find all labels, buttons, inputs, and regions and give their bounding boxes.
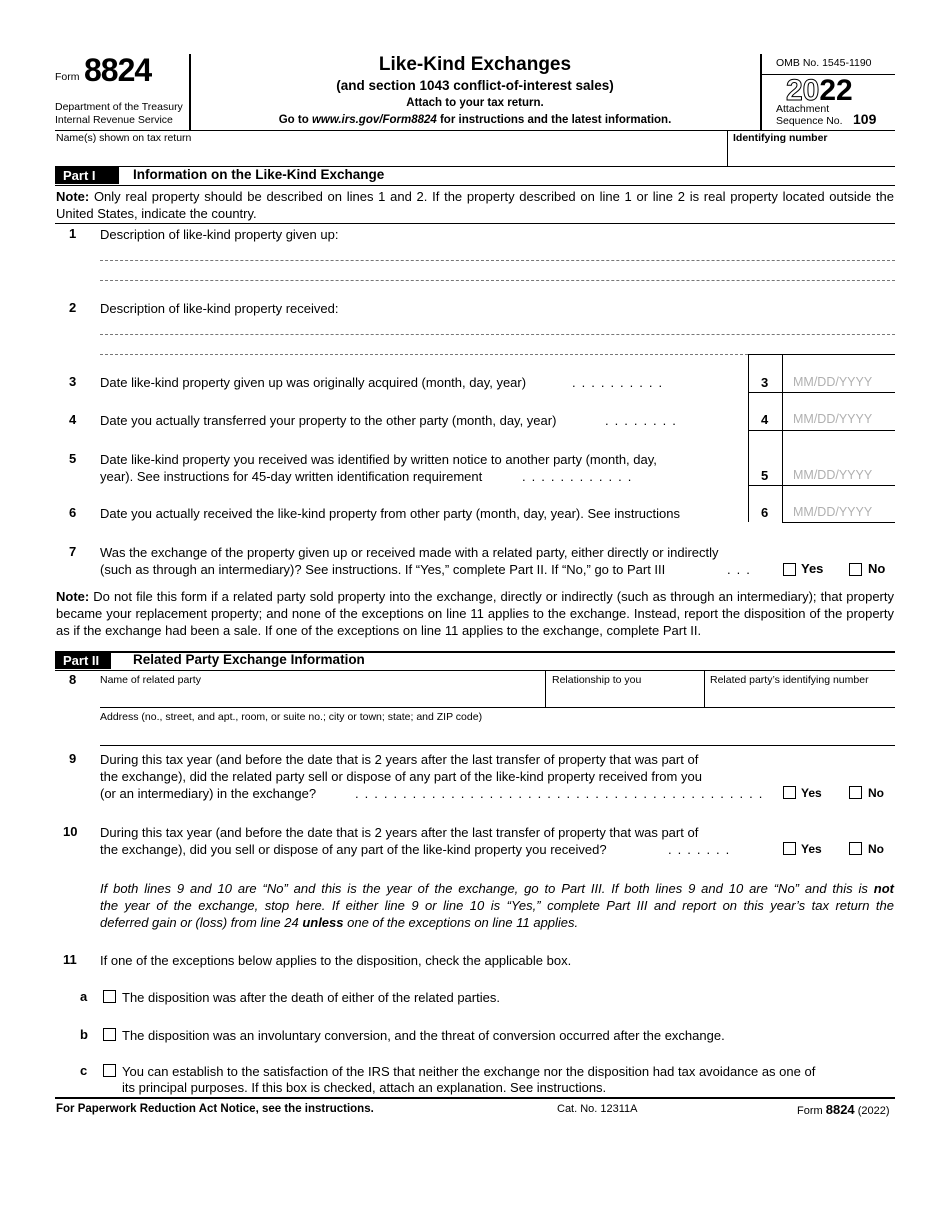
line-4-label: Date you actually transferred your property to the other party (month, day, year) — [100, 413, 557, 428]
lines-9-10-instructions: If both lines 9 and 10 are “No” and this is the year of the exchange, go to Part III. If both lines 9 and 10 are “No” and this is not the year of the exchange, stop here. If either line 9 or line 10 is “Yes,” complete Part III and report on this year’s tax return the deferred gain or (loss) from line 24 unless one of the exceptions on line 11 applies. — [100, 881, 894, 930]
line-11c-label-1: You can establish to the satisfaction of the IRS that neither the exchange nor the disposition had tax avoidance as one of — [122, 1064, 816, 1079]
line-7-no-checkbox[interactable] — [849, 563, 862, 576]
relationship-label: Relationship to you — [552, 674, 642, 686]
footer-form-id: Form 8824 (2022) — [797, 1102, 890, 1117]
line-5-label-1: Date like-kind property you received was identified by written notice to another party (month, day, — [100, 452, 657, 467]
part-1-label: Part I — [55, 167, 119, 184]
line-11c-checkbox[interactable] — [103, 1064, 116, 1077]
part-1-note-2: Note: Do not file this form if a related party sold property into the exchange, directly or indirectly (such as through an intermediary); that property became your replacement property; and none of the exceptions on line 11 applies to the exchange. Instead, report the disposition of the property as if the exchange had been a sale. If one of the exceptions on line 11 applies to the exchange, complete Part II. — [56, 589, 894, 638]
department: Department of the Treasury — [55, 101, 183, 113]
sequence-label: Sequence No. — [776, 115, 843, 127]
irs-url-link[interactable]: www.irs.gov/Form8824 — [311, 114, 437, 126]
line-9-label-3: (or an intermediary) in the exchange? — [100, 786, 317, 801]
line-5-date-input[interactable]: MM/DD/YYYY — [793, 468, 873, 482]
line-5-number: 5 — [69, 451, 77, 466]
attachment-label: Attachment — [776, 103, 830, 115]
line-11-label: If one of the exceptions below applies to the disposition, check the applicable box. — [100, 953, 572, 968]
line-11-number: 11 — [63, 952, 77, 967]
line-11b-letter: b — [80, 1027, 88, 1042]
line-7-yes-label: Yes — [801, 561, 824, 576]
line-6-number: 6 — [69, 505, 77, 520]
part-1-note: Note: Only real property should be described on lines 1 and 2. If the property described on line 1 or line 2 is real property located outside the United States, indicate the country. — [56, 189, 894, 221]
related-party-name-input[interactable] — [100, 688, 540, 706]
line-2-input-row-2[interactable] — [100, 354, 748, 355]
line-10-no-label: No — [868, 842, 884, 856]
part-2-label: Part II — [55, 652, 111, 669]
form-number: 8824 — [84, 52, 152, 88]
line-7-label-1: Was the exchange of the property given up or received made with a related party, either directly or indirectly — [100, 545, 719, 560]
line-6-box-number: 6 — [761, 505, 769, 520]
line-3-box-number: 3 — [761, 375, 769, 390]
line-10-number: 10 — [63, 824, 78, 839]
line-2-number: 2 — [69, 300, 77, 315]
tax-year: 2022 — [786, 74, 853, 107]
line-8-number: 8 — [69, 672, 77, 687]
line-2-label: Description of like-kind property received: — [100, 301, 339, 316]
line-4-number: 4 — [69, 412, 77, 427]
names-input[interactable] — [57, 145, 723, 165]
line-1-label: Description of like-kind property given up: — [100, 227, 339, 242]
form-subtitle: (and section 1043 conflict-of-interest sales) — [336, 78, 614, 93]
related-party-id-input[interactable] — [710, 688, 893, 706]
line-1-input-row-2[interactable] — [100, 280, 895, 281]
line-4-box-number: 4 — [761, 412, 769, 427]
identifying-number-label: Identifying number — [733, 132, 828, 144]
line-3-number: 3 — [69, 374, 77, 389]
sequence-number: 109 — [853, 111, 877, 127]
line-5-label-2: year). See instructions for 45-day written identification requirement — [100, 469, 483, 484]
line-10-yes-label: Yes — [801, 842, 822, 856]
line-9-label-2: the exchange), did the related party sell or dispose of any part of the like-kind property received from you — [100, 769, 702, 784]
line-11b-checkbox[interactable] — [103, 1028, 116, 1041]
part-2-title: Related Party Exchange Information — [133, 652, 365, 667]
line-6-date-input[interactable]: MM/DD/YYYY — [793, 505, 873, 519]
paperwork-notice: For Paperwork Reduction Act Notice, see the instructions. — [56, 1103, 374, 1115]
line-11a-label: The disposition was after the death of either of the related parties. — [122, 990, 500, 1005]
line-4-date-input[interactable]: MM/DD/YYYY — [793, 412, 873, 426]
line-10-yes-checkbox[interactable] — [783, 842, 796, 855]
line-11a-letter: a — [80, 989, 88, 1004]
attach-instruction: Attach to your tax return. — [406, 97, 544, 109]
relationship-input[interactable] — [552, 688, 700, 706]
line-3-label: Date like-kind property given up was originally acquired (month, day, year) — [100, 375, 527, 390]
related-party-id-label: Related party’s identifying number — [710, 674, 869, 686]
related-party-name-label: Name of related party — [100, 674, 201, 686]
line-3-date-input[interactable]: MM/DD/YYYY — [793, 375, 873, 389]
address-label: Address (no., street, and apt., room, or suite no.; city or town; state; and ZIP code) — [100, 711, 483, 723]
address-input[interactable] — [100, 724, 893, 744]
line-10-no-checkbox[interactable] — [849, 842, 862, 855]
line-9-yes-checkbox[interactable] — [783, 786, 796, 799]
line-9-yes-label: Yes — [801, 786, 822, 800]
identifying-number-input[interactable] — [733, 145, 893, 165]
catalog-number: Cat. No. 12311A — [557, 1103, 638, 1115]
line-9-no-checkbox[interactable] — [849, 786, 862, 799]
names-label: Name(s) shown on tax return — [56, 132, 192, 144]
line-1-number: 1 — [69, 226, 77, 241]
part-1-title: Information on the Like-Kind Exchange — [133, 167, 385, 182]
line-1-input-row-1[interactable] — [100, 260, 895, 261]
form-word: Form — [55, 71, 80, 83]
line-10-label-2: the exchange), did you sell or dispose of any part of the like-kind property you received? — [100, 842, 607, 857]
line-11c-letter: c — [80, 1063, 88, 1078]
line-11a-checkbox[interactable] — [103, 990, 116, 1003]
line-9-number: 9 — [69, 751, 77, 766]
line-7-no-label: No — [868, 561, 886, 576]
line-9-label-1: During this tax year (and before the date that is 2 years after the last transfer of property that was part of — [100, 752, 699, 767]
irs-name: Internal Revenue Service — [55, 114, 173, 126]
line-11b-label: The disposition was an involuntary conversion, and the threat of conversion occurred after the exchange. — [122, 1028, 725, 1043]
line-7-yes-checkbox[interactable] — [783, 563, 796, 576]
form-title: Like-Kind Exchanges — [378, 54, 572, 75]
line-10-label-1: During this tax year (and before the date that is 2 years after the last transfer of property that was part of — [100, 825, 699, 840]
line-9-no-label: No — [868, 786, 884, 800]
line-5-box-number: 5 — [761, 468, 769, 483]
line-7-number: 7 — [69, 544, 77, 559]
line-11c-label-2: its principal purposes. If this box is checked, attach an explanation. See instructions. — [122, 1080, 607, 1095]
omb-number: OMB No. 1545-1190 — [776, 57, 872, 69]
line-7-label-2: (such as through an intermediary)? See instructions. If “Yes,” complete Part II. If “No,” go to Part III — [100, 562, 666, 577]
line-2-input-row-1[interactable] — [100, 334, 895, 335]
instructions-link-line: Go to www.irs.gov/Form8824 for instructions and the latest information. — [278, 114, 672, 126]
line-6-label: Date you actually received the like-kind property from other party (month, day, year). See instructions — [100, 506, 680, 521]
